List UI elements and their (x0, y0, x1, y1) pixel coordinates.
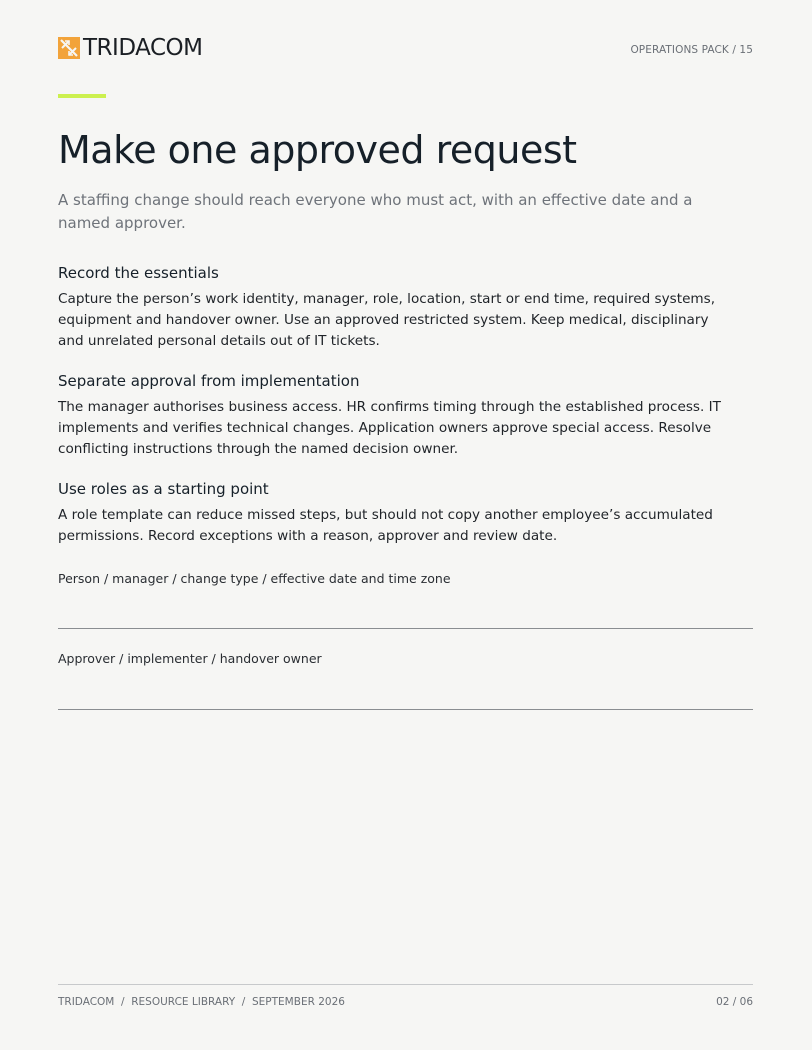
page-number: 02 / 06 (716, 996, 753, 1008)
section-body: The manager authorises business access. HR confirms timing through the established process. IT implements and verifies technical changes. Application owners approve special access. Resolve conflicting instructions through the named decision owner. (58, 399, 721, 457)
field-write-line[interactable] (58, 628, 753, 629)
page-header (58, 36, 753, 62)
field-label: Approver / implementer / handover owner (58, 651, 322, 666)
section-heading: Record the essentials (58, 264, 219, 282)
logo-mark-icon (58, 37, 80, 59)
page-subtitle: A staffing change should reach everyone who must act, with an effective date and a named approver. (58, 191, 693, 232)
page-title: Make one approved request (58, 128, 577, 172)
form-field-person-change[interactable] (58, 571, 753, 629)
section-heading: Separate approval from implementation (58, 372, 360, 390)
section-body: A role template can reduce missed steps, but should not copy another employee’s accumulated permissions. Record exceptions with a reason, approver and review date. (58, 507, 713, 544)
footer-divider (58, 984, 753, 985)
section-body: Capture the person’s work identity, manager, role, location, start or end time, required systems, equipment and handover owner. Use an approved restricted system. Keep medical, disciplinary and unrelated personal details out of IT tickets. (58, 291, 716, 349)
section-heading: Use roles as a starting point (58, 480, 269, 498)
field-label: Person / manager / change type / effective date and time zone (58, 571, 451, 586)
section-use-roles (58, 479, 738, 547)
brand-logo (58, 36, 202, 60)
section-separate-approval (58, 371, 738, 460)
accent-bar (58, 94, 106, 98)
section-record-essentials (58, 263, 738, 352)
footer-breadcrumb: TRIDACOM / RESOURCE LIBRARY / SEPTEMBER 2026 (58, 996, 345, 1008)
form-field-approver-handover[interactable] (58, 651, 753, 710)
logo-wordmark: TRIDACOM (83, 35, 203, 61)
pack-label: OPERATIONS PACK / 15 (630, 44, 753, 56)
field-write-line[interactable] (58, 709, 753, 710)
